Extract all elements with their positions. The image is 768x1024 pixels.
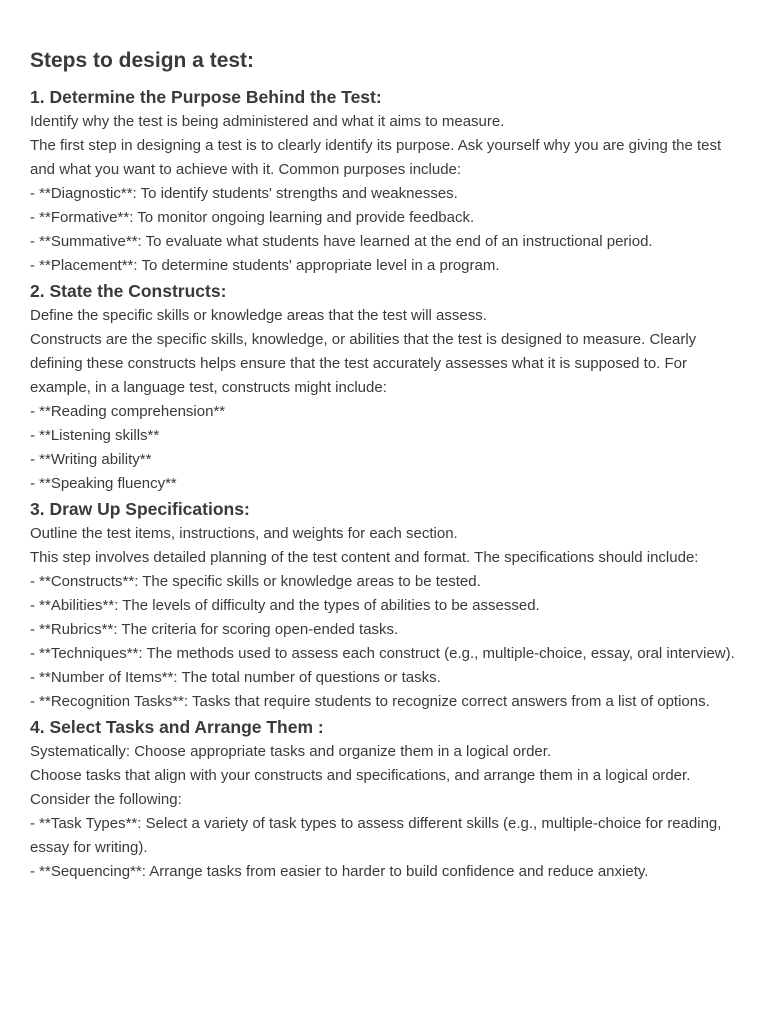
list-item: - **Number of Items**: The total number of questions or tasks. [30,669,441,686]
section-purpose [30,84,738,278]
section-heading: 3. Draw Up Specifications: [30,499,250,519]
list-item: - **Rubrics**: The criteria for scoring open-ended tasks. [30,621,399,638]
list-item: - **Abilities**: The levels of difficulty and the types of abilities to be assessed. [30,597,540,614]
list-item: - **Placement**: To determine students' appropriate level in a program. [30,257,500,274]
paragraph-line: The first step in designing a test is to clearly identify its purpose. Ask yourself why you are giving the test and what you want to achieve with it. Common purposes include: [30,137,722,178]
list-item: - **Formative**: To monitor ongoing learning and provide feedback. [30,209,475,226]
list-item: - **Sequencing**: Arrange tasks from easier to harder to build confidence and reduce anxiety. [30,863,649,880]
list-item: - **Task Types**: Select a variety of task types to assess different skills (e.g., multiple-choice for reading, essay for writing). [30,815,722,856]
section-tasks [30,714,738,884]
list-item: - **Constructs**: The specific skills or knowledge areas to be tested. [30,573,481,590]
paragraph-line: Systematically: Choose appropriate tasks and organize them in a logical order. [30,743,552,760]
list-item: - **Diagnostic**: To identify students' strengths and weaknesses. [30,185,458,202]
list-item: - **Speaking fluency** [30,475,177,492]
section-specifications [30,496,738,714]
paragraph-line: Outline the test items, instructions, and weights for each section. [30,525,458,542]
list-item: - **Techniques**: The methods used to assess each construct (e.g., multiple-choice, essay, oral interview). [30,645,735,662]
section-heading: 2. State the Constructs: [30,281,227,301]
section-constructs [30,278,738,496]
section-heading: 1. Determine the Purpose Behind the Test: [30,87,382,107]
list-item: - **Reading comprehension** [30,403,226,420]
document-title: Steps to design a test: [30,49,255,72]
list-item: - **Listening skills** [30,427,160,444]
list-item: - **Summative**: To evaluate what students have learned at the end of an instructional period. [30,233,653,250]
paragraph-line: This step involves detailed planning of the test content and format. The specifications should include: [30,549,699,566]
list-item: - **Writing ability** [30,451,152,468]
paragraph-line: Constructs are the specific skills, knowledge, or abilities that the test is designed to measure. Clearly defining these constructs helps ensure that the test accurately assesses what it is supposed to. For example, in a language test, constructs might include: [30,331,697,396]
section-heading: 4. Select Tasks and Arrange Them : [30,717,324,737]
paragraph-line: Choose tasks that align with your constructs and specifications, and arrange them in a logical order. Consider the following: [30,767,691,808]
paragraph-line: Identify why the test is being administered and what it aims to measure. [30,113,505,130]
paragraph-line: Define the specific skills or knowledge areas that the test will assess. [30,307,487,324]
list-item: - **Recognition Tasks**: Tasks that require students to recognize correct answers from a list of options. [30,693,710,710]
